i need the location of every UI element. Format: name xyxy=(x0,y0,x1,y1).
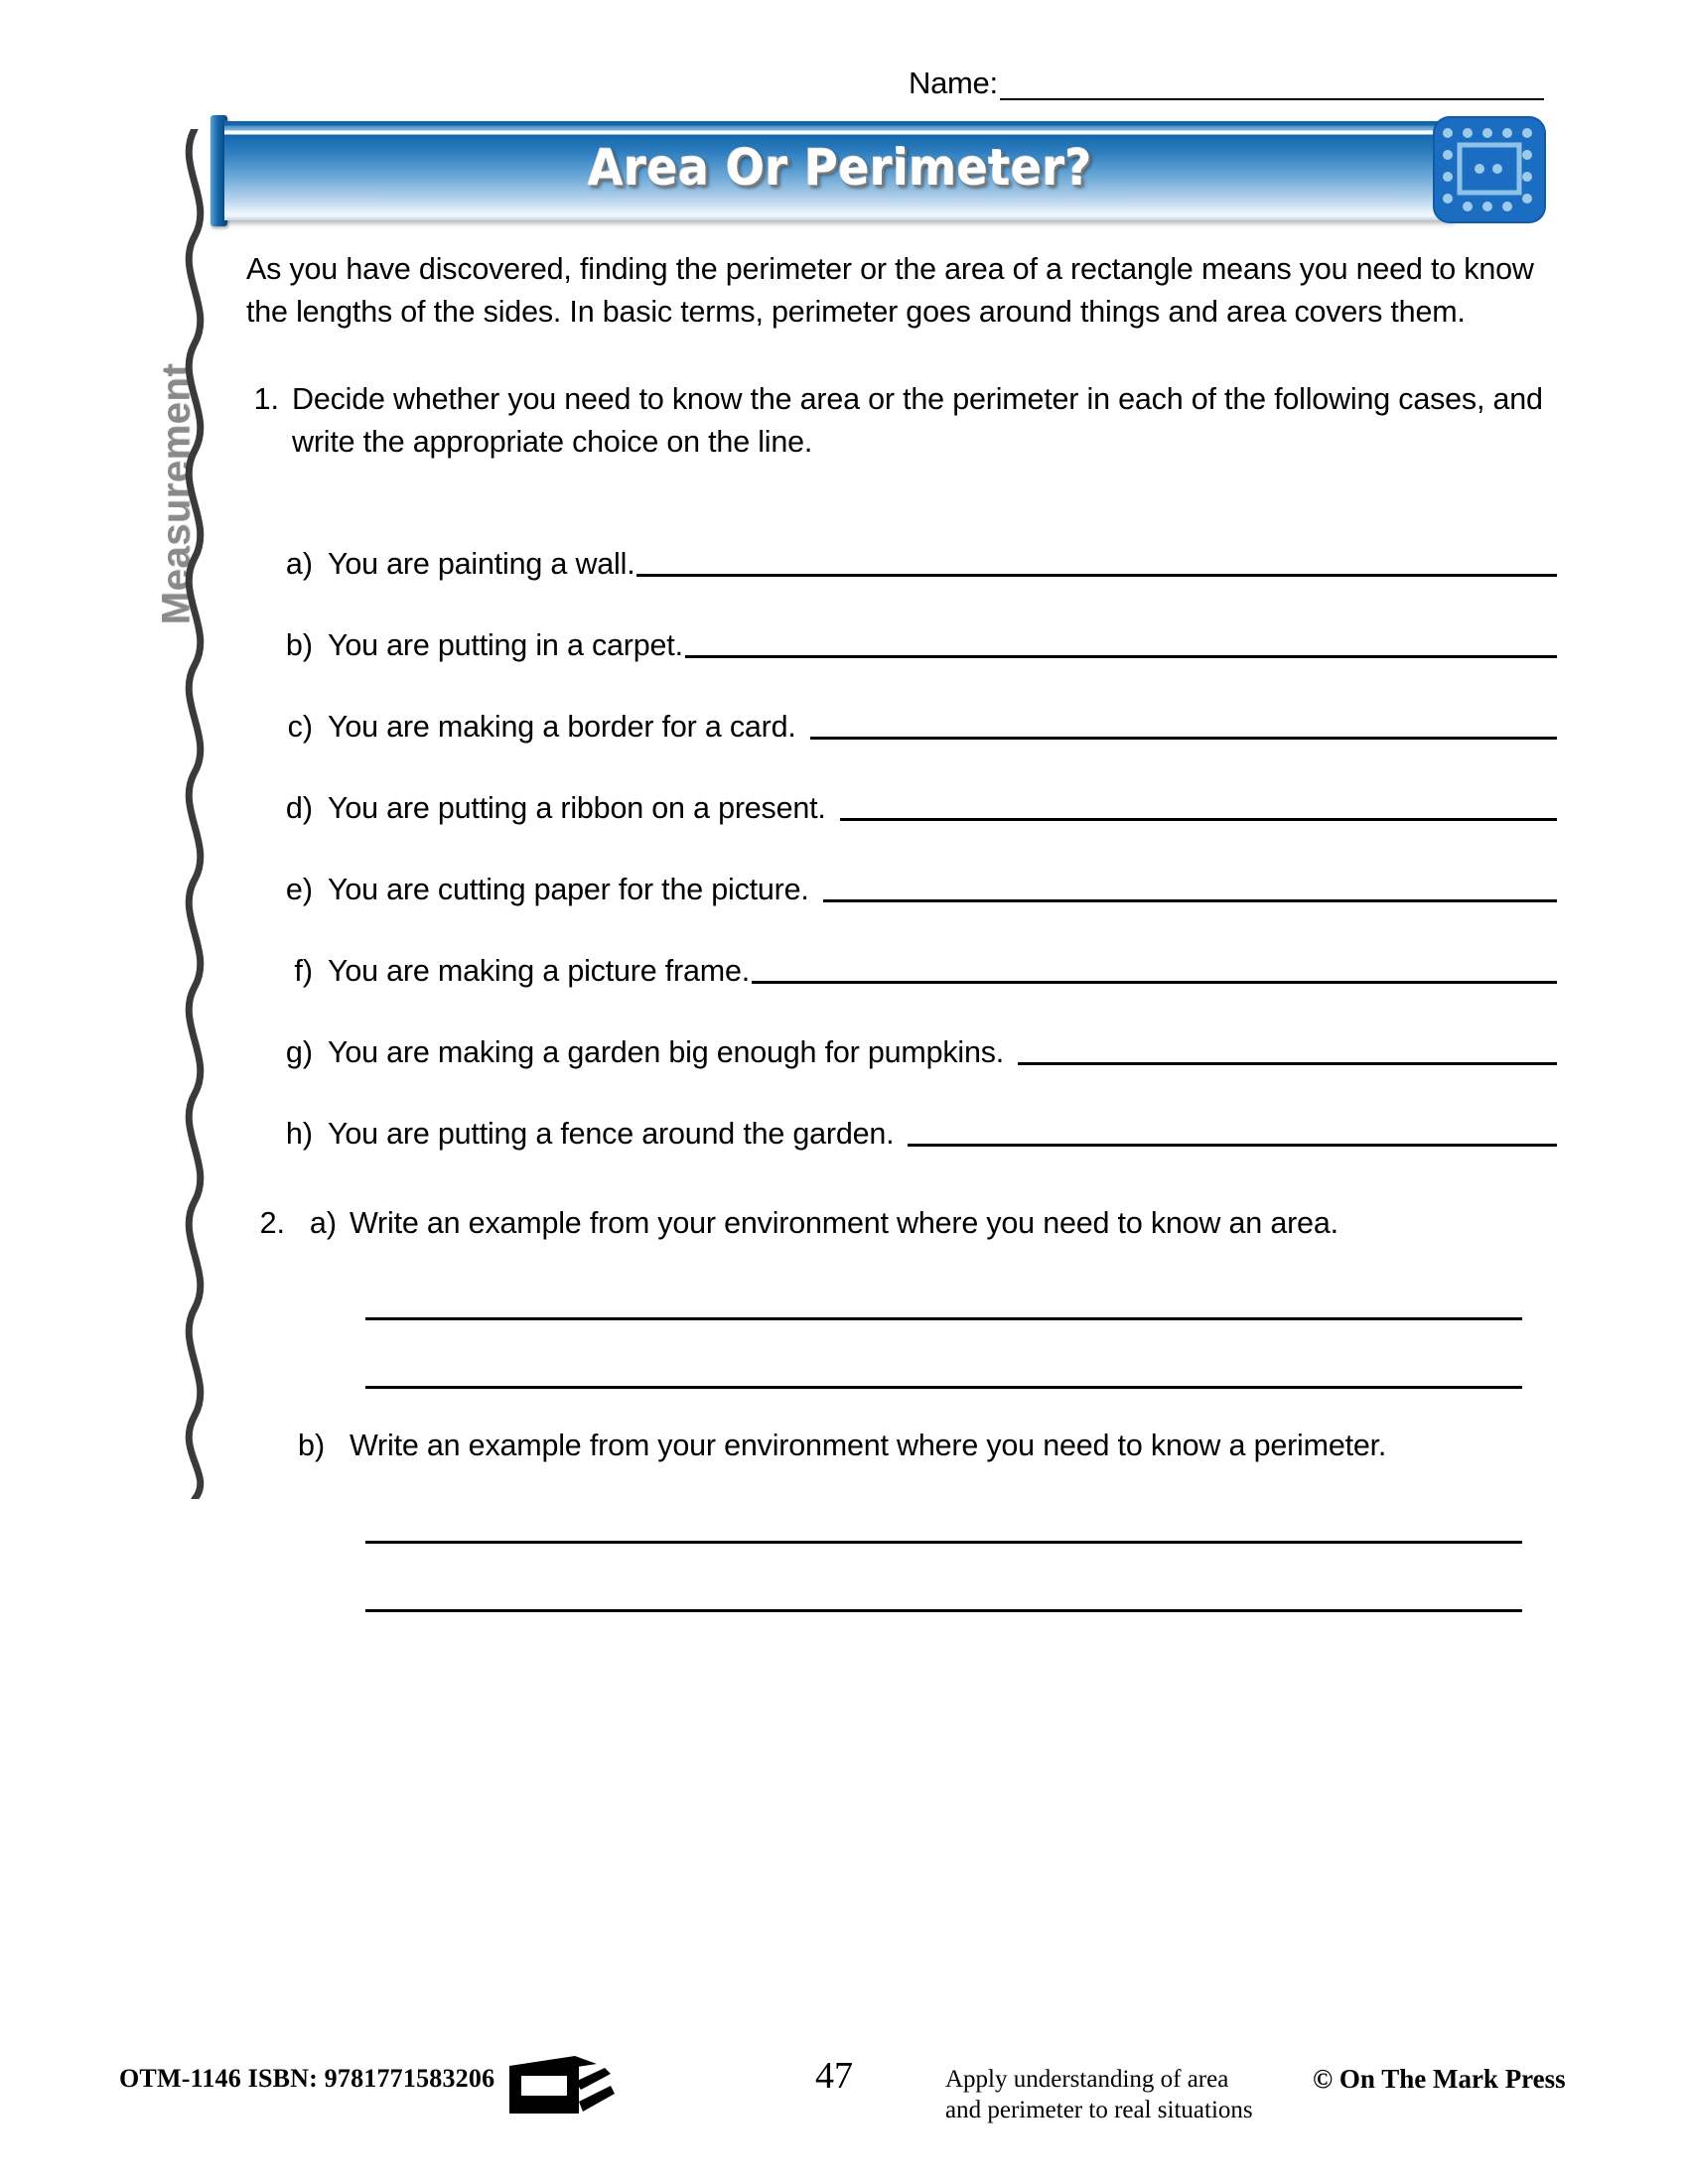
question-2-number: 2. xyxy=(259,1205,285,1240)
question-2b-letter: b) xyxy=(298,1429,326,1463)
item-answer-blank[interactable] xyxy=(908,1122,1557,1147)
banner-bar xyxy=(224,121,1456,220)
list-item xyxy=(272,746,1557,827)
question-1-number: 1. xyxy=(253,382,279,417)
question-2-part-b xyxy=(298,1425,1557,1467)
item-text: You are putting a fence around the garden. xyxy=(328,1116,895,1151)
list-item xyxy=(272,908,1557,990)
question-2-part-a xyxy=(246,1202,1557,1245)
answer-line[interactable] xyxy=(365,1544,1522,1612)
name-input-blank[interactable] xyxy=(1000,68,1544,100)
item-answer-blank[interactable] xyxy=(685,633,1557,658)
footer-objective-line-2: and perimeter to real situations xyxy=(945,2097,1253,2124)
page-number: 47 xyxy=(815,2055,853,2097)
item-text: You are painting a wall. xyxy=(328,546,635,581)
dotted-rectangle-icon xyxy=(1430,111,1549,228)
question-2b-prompt: Write an example from your environment where you need to know a perimeter. xyxy=(350,1429,1387,1463)
question-2a-prompt: Write an example from your environment where you need to know an area. xyxy=(350,1205,1338,1240)
item-text: You are making a picture frame. xyxy=(328,953,750,988)
sidebar-strand-label: Measurement xyxy=(154,362,199,625)
name-field-row xyxy=(909,68,1544,100)
item-letter: d) xyxy=(285,790,313,825)
item-letter: h) xyxy=(285,1116,313,1151)
item-text: You are cutting paper for the picture. xyxy=(328,872,809,906)
list-item xyxy=(272,990,1557,1071)
question-1 xyxy=(246,378,1557,463)
item-answer-blank[interactable] xyxy=(810,715,1557,740)
item-letter: c) xyxy=(287,709,313,744)
intro-paragraph: As you have discovered, finding the perimeter or the area of a rectangle means you need to know the lengths of the sides. In basic terms, perimeter goes around things and area covers them. xyxy=(246,252,1534,329)
question-2a-letter: a) xyxy=(309,1205,337,1240)
name-label: Name: xyxy=(909,66,998,100)
list-item xyxy=(272,501,1557,583)
sidebar-strand xyxy=(117,129,226,1499)
list-item xyxy=(272,1071,1557,1153)
item-text: You are putting in a carpet. xyxy=(328,627,683,662)
question-2a-answer-area xyxy=(365,1252,1557,1389)
answer-line[interactable] xyxy=(365,1252,1522,1320)
worksheet-content xyxy=(246,248,1557,1612)
page-title: Area Or Perimeter? xyxy=(588,139,1092,197)
question-1-items xyxy=(272,501,1557,1153)
item-answer-blank[interactable] xyxy=(823,878,1557,902)
list-item xyxy=(272,583,1557,664)
page-footer xyxy=(0,2050,1688,2169)
item-text: You are making a garden big enough for pumpkins. xyxy=(328,1034,1005,1069)
footer-publisher: © On The Mark Press xyxy=(1313,2064,1566,2094)
question-2b-answer-area xyxy=(365,1475,1557,1612)
item-answer-blank[interactable] xyxy=(636,552,1557,577)
footer-code-isbn: OTM-1146 ISBN: 9781771583206 xyxy=(119,2064,495,2093)
item-answer-blank[interactable] xyxy=(1018,1040,1557,1065)
list-item xyxy=(272,827,1557,908)
open-book-logo xyxy=(501,2052,621,2123)
list-item xyxy=(272,664,1557,746)
item-letter: b) xyxy=(285,627,313,662)
item-answer-blank[interactable] xyxy=(840,796,1557,821)
item-text: You are putting a ribbon on a present. xyxy=(328,790,826,825)
item-letter: e) xyxy=(285,872,313,906)
item-text: You are making a border for a card. xyxy=(328,709,796,744)
item-answer-blank[interactable] xyxy=(752,959,1557,984)
wavy-divider-icon xyxy=(165,129,224,1499)
item-letter: a) xyxy=(285,546,313,581)
item-letter: g) xyxy=(285,1034,313,1069)
title-banner xyxy=(211,121,1551,220)
answer-line[interactable] xyxy=(365,1475,1522,1544)
item-letter: f) xyxy=(294,953,313,988)
footer-objective-line-1: Apply understanding of area xyxy=(945,2066,1229,2093)
answer-line[interactable] xyxy=(365,1320,1522,1389)
footer-objective xyxy=(945,2064,1283,2126)
question-1-prompt: Decide whether you need to know the area or the perimeter in each of the following cases, and write the appropriate choice on the line. xyxy=(292,382,1543,460)
question-2 xyxy=(246,1202,1557,1612)
